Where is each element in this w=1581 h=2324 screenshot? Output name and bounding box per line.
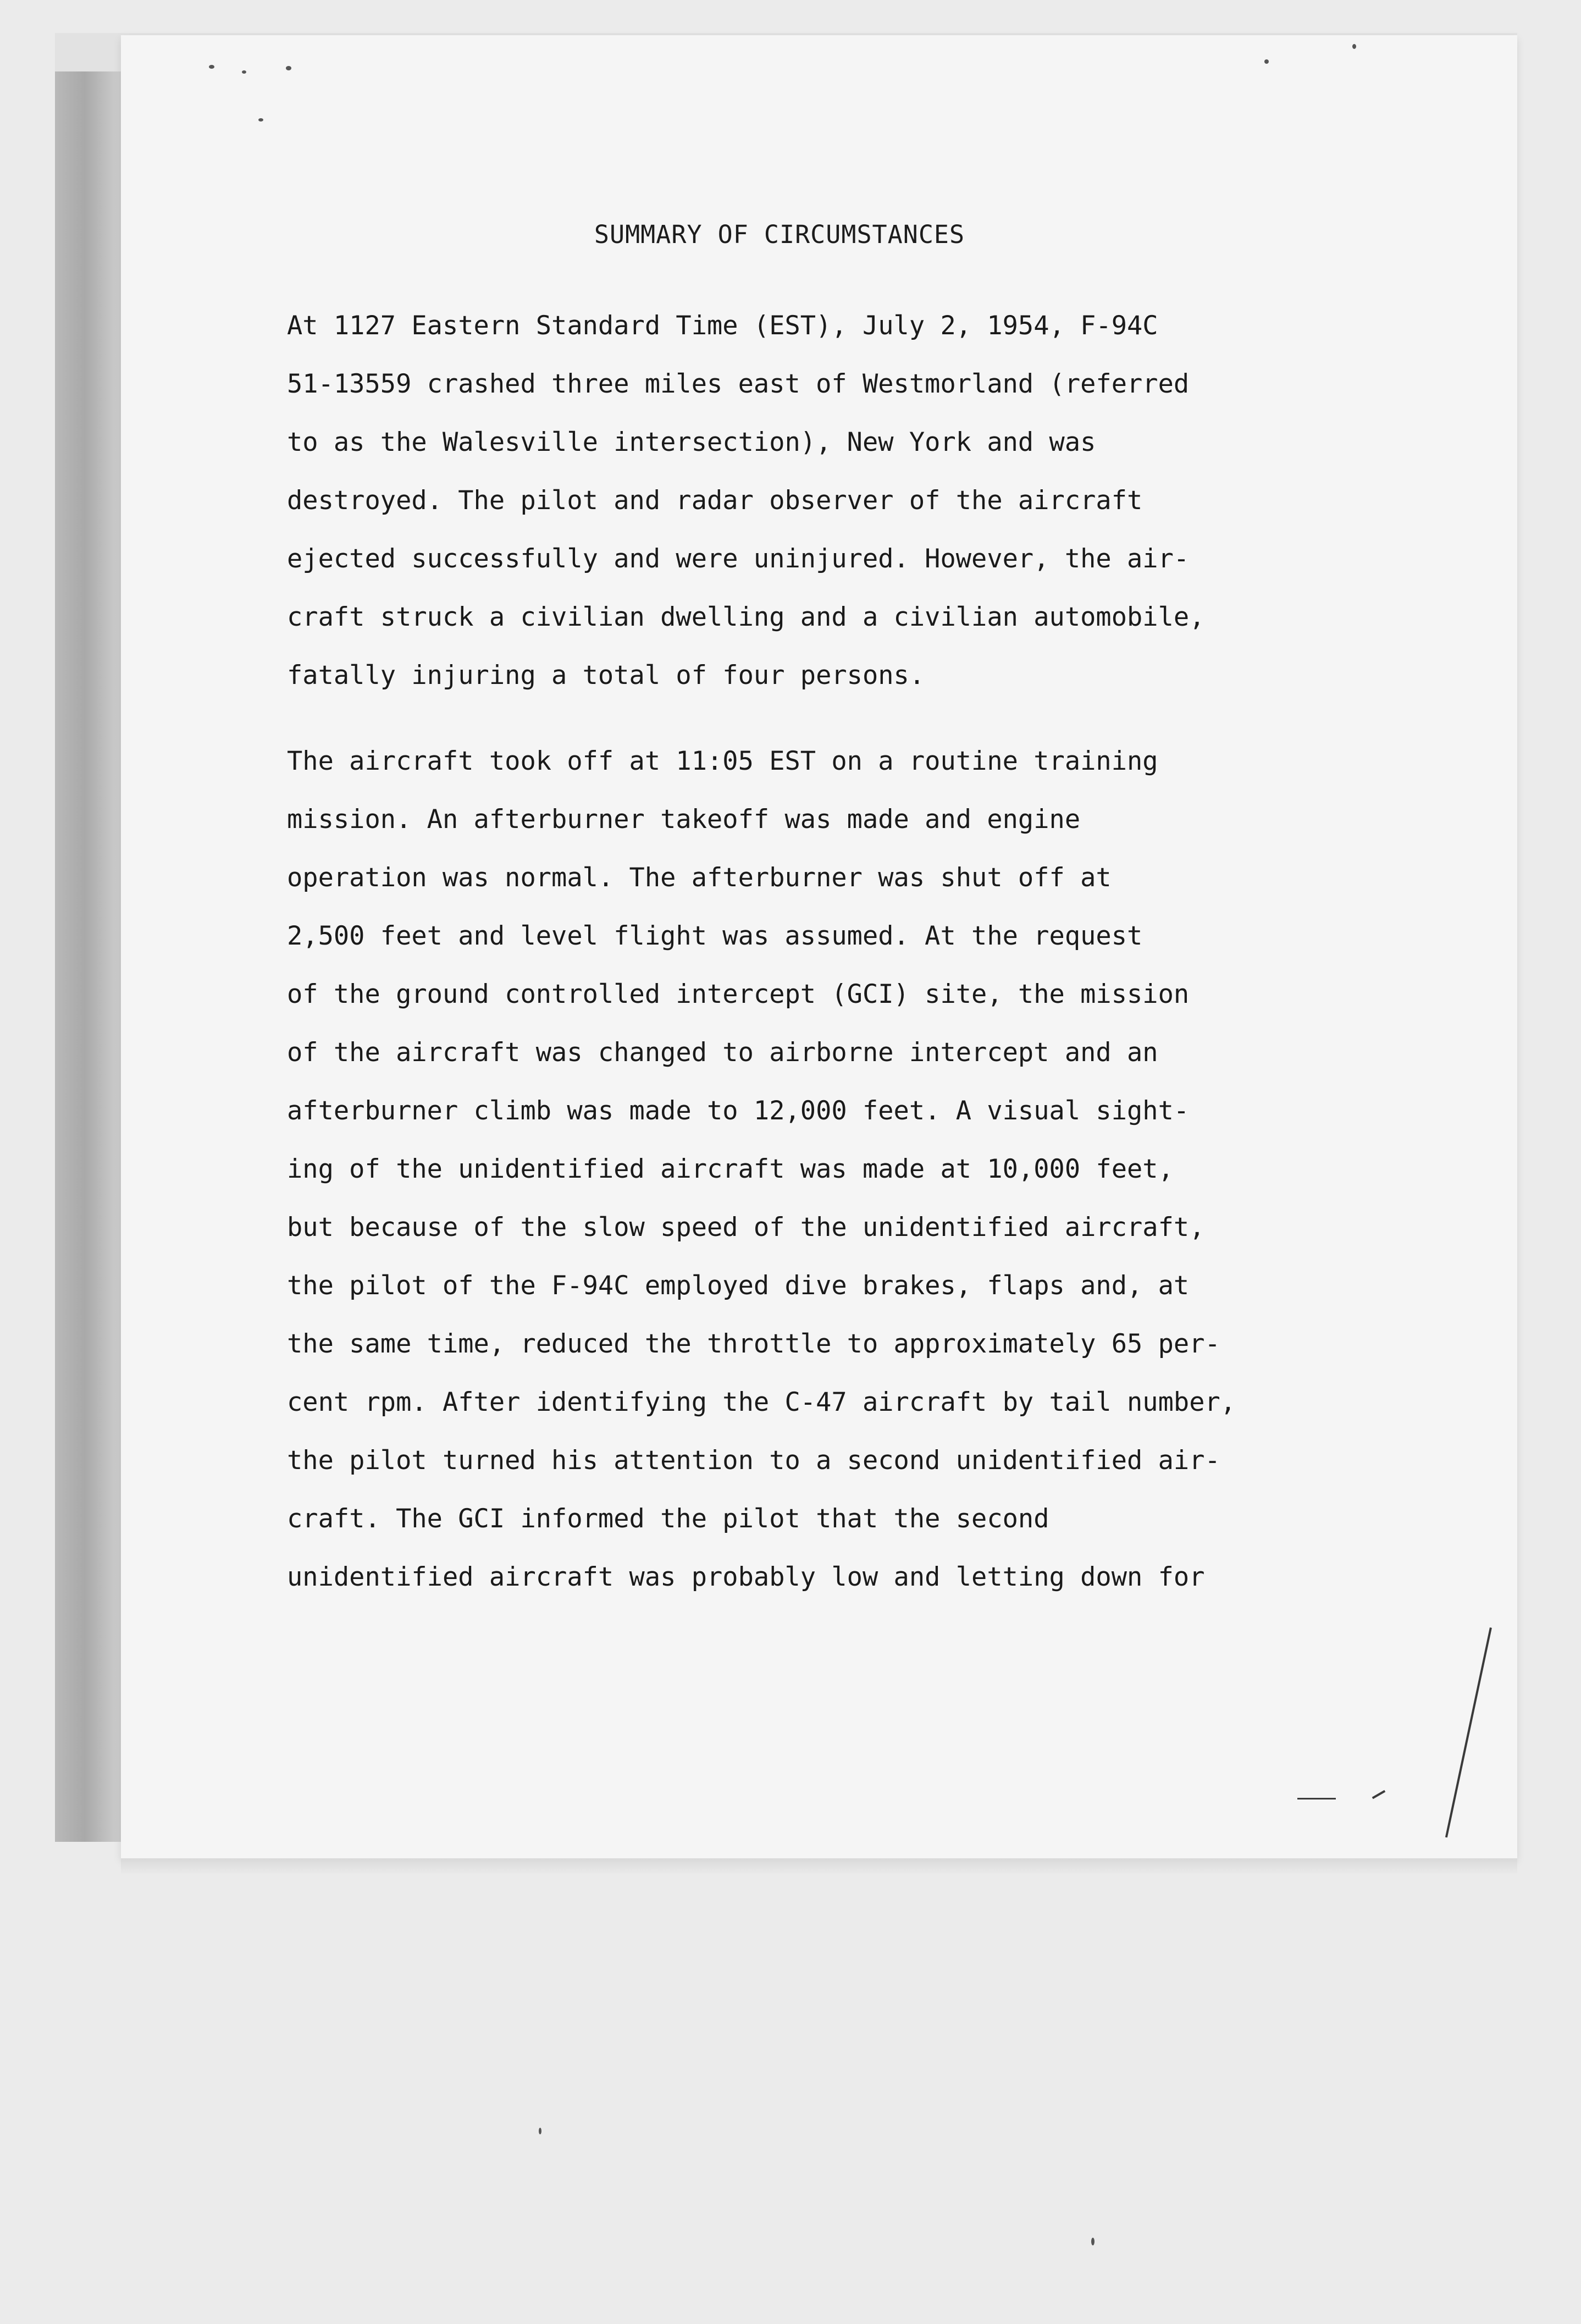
pen-stroke bbox=[1297, 1798, 1336, 1799]
text-line: 51-13559 crashed three miles east of Westmorland (referred bbox=[287, 369, 1190, 399]
scan-speck bbox=[539, 2128, 541, 2134]
text-line: the pilot of the F-94C employed dive brakes, flaps and, at bbox=[287, 1271, 1190, 1301]
text-line: operation was normal. The afterburner was shut off at bbox=[287, 863, 1112, 893]
text-line: mission. An afterburner takeoff was made and engine bbox=[287, 804, 1081, 835]
scan-speck bbox=[286, 66, 291, 70]
binding-shadow bbox=[55, 71, 121, 1842]
scan-speck bbox=[242, 70, 246, 74]
scan-speck bbox=[1091, 2238, 1094, 2245]
text-line: fatally injuring a total of four persons. bbox=[287, 660, 925, 691]
text-line: craft struck a civilian dwelling and a civilian automobile, bbox=[287, 602, 1205, 632]
text-line: to as the Walesville intersection), New York and was bbox=[287, 427, 1096, 457]
text-line: 2,500 feet and level flight was assumed. At the request bbox=[287, 921, 1143, 951]
text-line: the same time, reduced the throttle to approximately 65 per- bbox=[287, 1329, 1220, 1359]
text-line: of the ground controlled intercept (GCI) site, the mission bbox=[287, 979, 1190, 1009]
text-line: The aircraft took off at 11:05 EST on a routine training bbox=[287, 746, 1158, 776]
paragraph-1 bbox=[287, 297, 1205, 705]
page-bottom-shadow bbox=[121, 1858, 1517, 1875]
scan-speck bbox=[1264, 59, 1269, 64]
text-line: ing of the unidentified aircraft was made at 10,000 feet, bbox=[287, 1154, 1174, 1184]
text-line: destroyed. The pilot and radar observer of the aircraft bbox=[287, 485, 1143, 516]
text-line: of the aircraft was changed to airborne intercept and an bbox=[287, 1037, 1158, 1068]
text-line: afterburner climb was made to 12,000 feet. A visual sight- bbox=[287, 1096, 1190, 1126]
paragraph-2 bbox=[287, 732, 1236, 1607]
text-line: the pilot turned his attention to a second unidentified air- bbox=[287, 1445, 1220, 1476]
text-line: craft. The GCI informed the pilot that the second bbox=[287, 1504, 1049, 1534]
document-title: SUMMARY OF CIRCUMSTANCES bbox=[594, 220, 965, 249]
scan-speck bbox=[209, 65, 214, 69]
text-line: ejected successfully and were uninjured. However, the air- bbox=[287, 544, 1190, 574]
scan-speck bbox=[1352, 44, 1356, 49]
text-line: At 1127 Eastern Standard Time (EST), July 2, 1954, F-94C bbox=[287, 311, 1158, 341]
text-line: cent rpm. After identifying the C-47 aircraft by tail number, bbox=[287, 1387, 1236, 1417]
text-line: but because of the slow speed of the unidentified aircraft, bbox=[287, 1212, 1205, 1243]
scan-speck bbox=[258, 118, 263, 122]
text-line: unidentified aircraft was probably low and letting down for bbox=[287, 1562, 1205, 1592]
